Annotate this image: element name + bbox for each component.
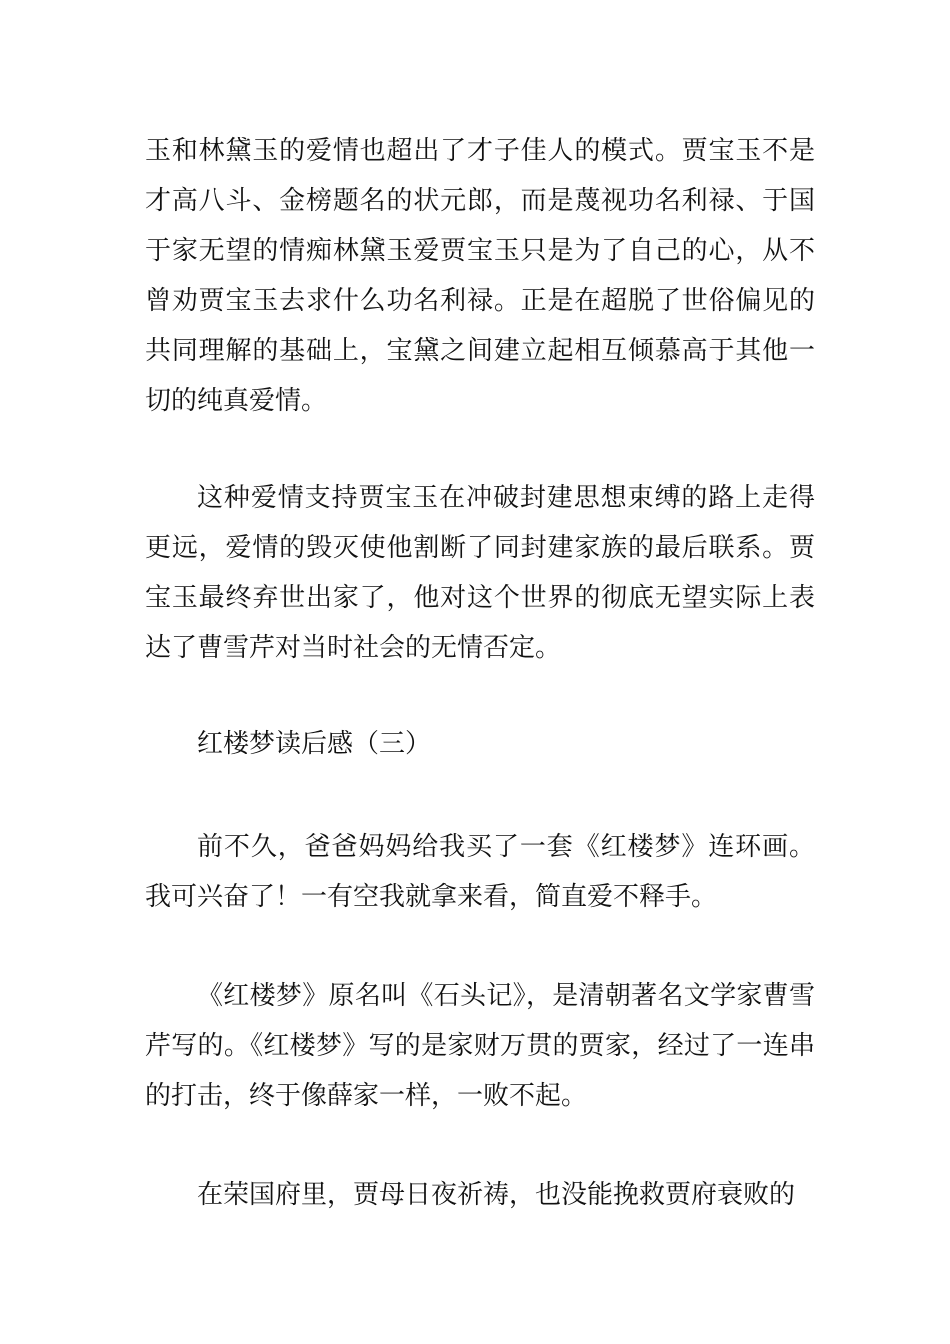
paragraph-love-support: 这种爱情支持贾宝玉在冲破封建思想束缚的路上走得更远，爱情的毁灭使他割断了同封建家族的最后联系。贾宝玉最终弃世出家了，他对这个世界的彻底无望实际上表达了曹雪芹对当时社会的无情否定。 (145, 483, 815, 663)
paragraph-rongguo-mansion: 在荣国府里，贾母日夜祈祷，也没能挽救贾府衰败的 (197, 1180, 796, 1210)
section-heading: 红楼梦读后感（三） (197, 729, 432, 759)
paragraph-continuation: 玉和林黛玉的爱情也超出了才子佳人的模式。贾宝玉不是才高八斗、金榜题名的状元郎，而是蔑视功名利禄、于国于家无望的情痴林黛玉爱贾宝玉只是为了自己的心，从不曾劝贾宝玉去求什么功名利禄。正是在超脱了世俗偏见的共同理解的基础上，宝黛之间建立起相互倾慕高于其他一切的纯真爱情。 (145, 136, 815, 416)
paragraph-book-intro: 《红楼梦》原名叫《石头记》，是清朝著名文学家曹雪芹写的。《红楼梦》写的是家财万贯的贾家，经过了一连串的打击，终于像薛家一样，一败不起。 (145, 981, 815, 1111)
paragraph-comic-gift: 前不久，爸爸妈妈给我买了一套《红楼梦》连环画。我可兴奋了！一有空我就拿来看，简直爱不释手。 (145, 832, 815, 912)
